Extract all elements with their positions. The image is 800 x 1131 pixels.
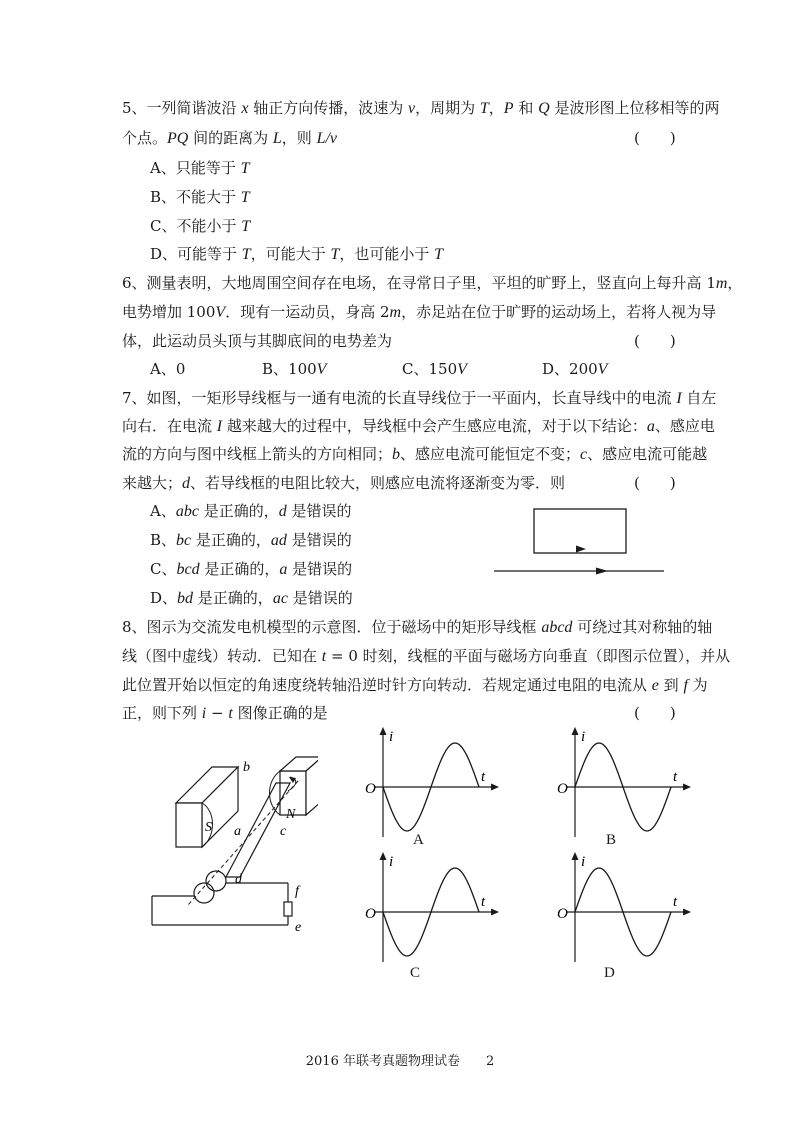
t-axis-label: t [481,894,486,910]
t-axis-label: t [673,769,678,785]
q5-answer-bracket: ( ) [634,129,676,147]
i-axis-arrow-icon [572,727,579,735]
label-a: a [234,824,241,839]
q7-option-d: D、bd 是正确的，ac 是错误的 [150,589,353,607]
math-variable: b [392,446,401,463]
graph-b [555,725,695,845]
math-variable: e [651,677,659,694]
q7-wire-arrow-icon [596,568,608,575]
q7-option-b: B、bc 是正确的，ad 是错误的 [150,531,352,549]
math-variable: I [676,390,682,407]
i-axis-arrow-icon [380,727,387,735]
math-variable: m [715,275,728,292]
q6-option-a: A、0 [150,360,186,378]
t-axis-arrow-icon [491,909,499,916]
math-variable: T [434,246,444,263]
math-variable: V [215,304,226,321]
math-variable: Q [538,100,550,117]
math-variable: a [646,418,655,435]
q5-option-d: D、可能等于 T，可能大于 T，也可能小于 T [150,245,444,263]
origin-label: O [365,906,376,922]
q7-option-a: A、abc 是正确的，d 是错误的 [150,502,352,520]
q8-line-2: 线（图中虚线）转动．已知在 t = 0 时刻，线框的平面与磁场方向垂直（即图示位置），并从 [122,647,731,665]
math-variable: i [201,705,207,722]
q7-line-2: 向右．在电流 I 越来越大的过程中，导线框中会产生感应电流，对于以下结论：a、感应电 [122,417,715,435]
i-axis-arrow-icon [572,852,579,860]
q7-line-4: 来越大；d、若导线框的电阻比较大，则感应电流将逐渐变为零．则 [122,474,566,492]
q8-answer-bracket: ( ) [634,704,676,722]
graph-d-label: D [604,965,615,981]
q8-line-3: 此位置开始以恒定的角速度绕转轴沿逆时针方向转动．若规定通过电阻的电流从 e 到 f 为 [122,676,708,694]
math-variable: abcd [541,619,573,636]
t-axis-arrow-icon [683,909,691,916]
math-variable: d [182,475,191,492]
math-variable: V [597,361,608,378]
math-variable: abc [175,503,199,520]
t-axis-label: t [673,894,678,910]
q7-loop-arrow-icon [576,546,586,553]
n-pole-label: N [286,807,296,822]
q7-line-1: 7、如图，一矩形导线框与一通有电流的长直导线位于一平面内，长直导线中的电流 I 自左 [122,389,717,407]
t-axis-arrow-icon [491,784,499,791]
page-footer: 2016 年联考真题物理试卷 2 [305,1054,495,1069]
graph-a [363,725,503,845]
math-variable: T [241,218,251,235]
q5-line-1: 5、一列简谐波沿 x 轴正方向传播，波速为 v，周期为 T，P 和 Q 是波形图上位移相等的两 [122,99,720,117]
math-variable: v [407,100,416,117]
slip-ring-lower [194,883,214,903]
math-variable: PQ [167,130,189,147]
q6-option-b: B、100V [262,360,327,378]
q6-line-3: 体，此运动员头顶与其脚底间的电势差为 [122,332,393,350]
q8-line-1: 8、图示为交流发电机模型的示意图．位于磁场中的矩形导线框 abcd 可绕过其对称轴的轴 [122,618,713,636]
math-variable: ad [270,532,287,549]
s-pole-label: S [205,820,212,835]
math-variable: ac [272,590,288,607]
i-axis-label: i [389,729,394,745]
math-variable: I [216,418,223,435]
math-variable: V [457,361,467,378]
math-variable: x [241,100,249,117]
q8-line-4: 正，则下列 i − t 图像正确的是 [122,704,328,722]
graph-a-label: A [413,832,424,848]
q6-option-d: D、200V [542,360,608,378]
math-variable: t [228,705,233,722]
i-axis-label: i [581,729,586,745]
math-variable: T [240,189,250,206]
math-variable: bc [176,532,192,549]
origin-label: O [557,781,568,797]
math-variable: a [279,561,288,578]
math-variable: t [321,648,327,665]
math-variable: V [316,361,327,378]
math-variable: f [683,677,688,694]
q7-answer-bracket: ( ) [634,474,676,492]
q7-option-c: C、bcd 是正确的，a 是错误的 [150,560,353,578]
label-f: f [295,884,299,899]
q6-line-1: 6、测量表明，大地周围空间存在电场，在寻常日子里，平坦的旷野上，竖直向上每升高 1m， [122,274,743,292]
q6-line-2: 电势增加 100V．现有一运动员，身高 2m，赤足站在位于旷野的运动场上，若将人视为导 [122,303,717,321]
math-variable: T [241,246,251,263]
graph-c-label: C [410,965,421,981]
math-variable: bd [177,590,194,607]
q7-loop-figure [490,506,670,586]
math-variable: L [272,130,282,147]
resistor [284,902,292,916]
t-axis-arrow-icon [683,784,691,791]
i-axis-arrow-icon [380,852,387,860]
q6-answer-bracket: ( ) [634,332,676,350]
q5-option-a: A、只能等于 T [150,159,250,177]
math-variable: bcd [176,561,200,578]
t-axis-label: t [481,769,486,785]
graph-d [555,850,695,970]
q5-option-b: B、不能大于 T [150,188,250,206]
math-variable: T [479,100,489,117]
label-e: e [295,920,302,935]
origin-label: O [365,781,376,797]
q6-option-c: C、150V [402,360,467,378]
label-d: d [235,872,242,887]
math-variable: m [389,304,402,321]
q7-line-3: 流的方向与图中线框上箭头的方向相同；b、感应电流可能恒定不变；c、感应电流可能越 [122,445,708,463]
q8-generator-figure [148,755,318,940]
label-b: b [243,760,250,775]
graph-c [363,850,503,970]
q5-option-c: C、不能小于 T [150,217,251,235]
math-variable: T [240,160,250,177]
math-variable: T [330,246,340,263]
graph-b-label: B [606,832,617,848]
q5-line-2: 个点。PQ 间的距离为 L，则 L/v [122,129,338,147]
math-variable: d [278,503,287,520]
math-variable: L/v [316,130,338,147]
q7-rectangular-loop [534,509,626,553]
i-axis-label: i [581,854,586,870]
label-c: c [280,824,287,839]
origin-label: O [557,906,568,922]
i-axis-label: i [389,854,394,870]
math-variable: P [503,100,514,117]
math-variable: c [580,446,588,463]
